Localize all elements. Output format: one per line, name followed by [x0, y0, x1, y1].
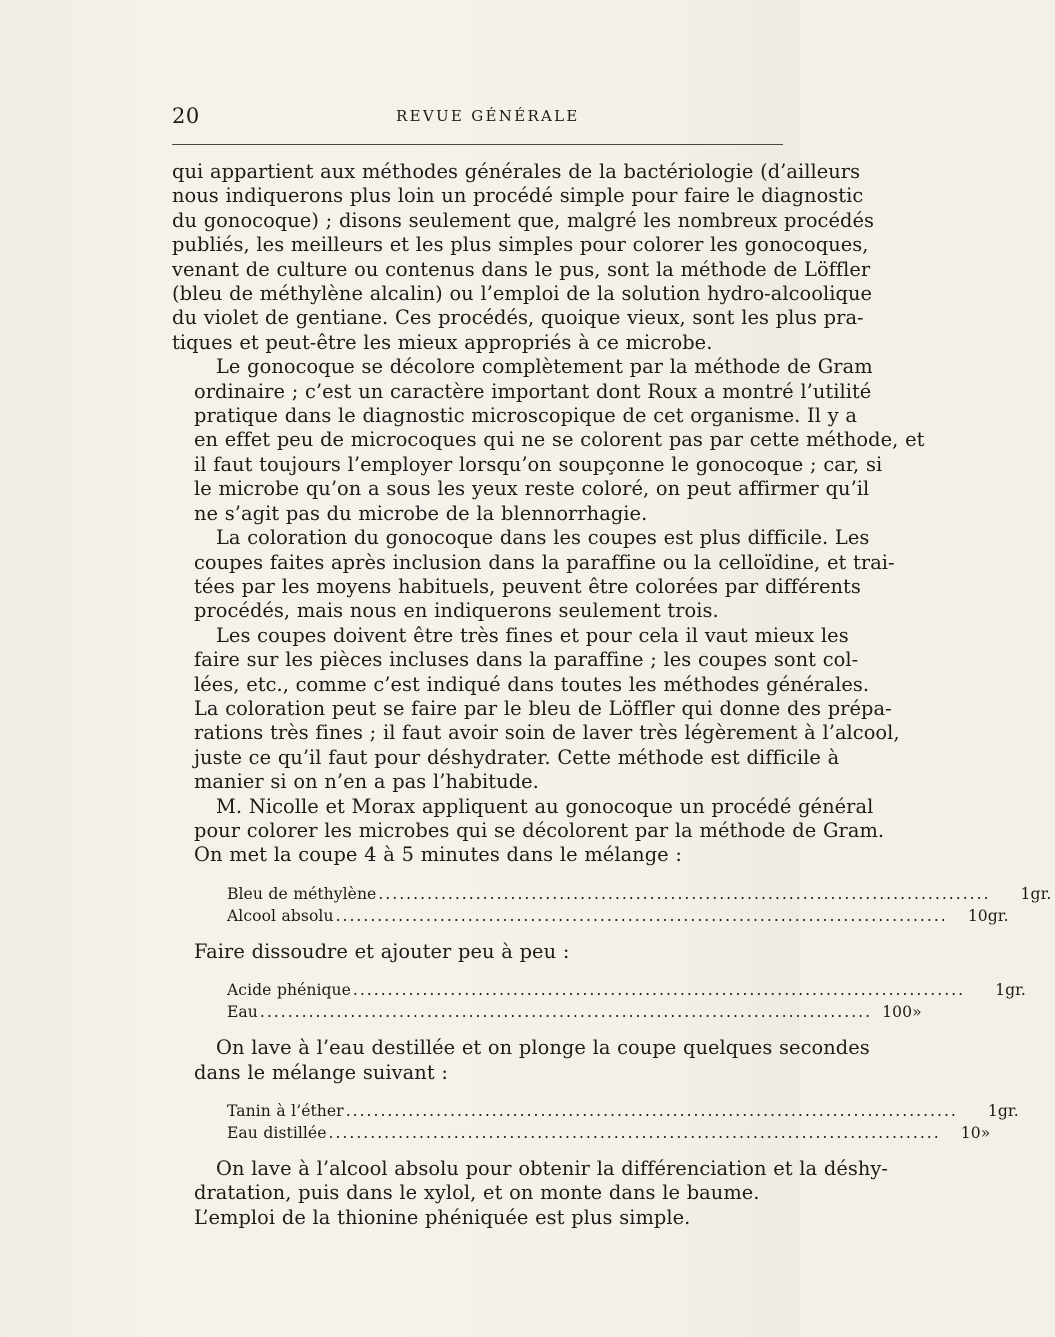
dot-leader: ........................................................................................ — [335, 906, 948, 925]
ingredient-name: Eau — [227, 1003, 258, 1022]
text-line: lées, etc., comme c’est indiqué dans toutes les méthodes générales. — [194, 672, 870, 696]
recipe-item — [227, 883, 1052, 905]
text-line: (bleu de méthylène alcalin) ou l’emploi de la solution hydro-alcoolique — [172, 282, 873, 306]
text-line: du gonocoque) ; disons seulement que, malgré les nombreux procédés — [172, 208, 874, 232]
ingredient-name: Acide phénique — [227, 981, 351, 1000]
ingredient-name: Tanin à l’éther — [227, 1102, 344, 1120]
ingredient-amount — [973, 979, 1029, 1001]
text-line: M. Nicolle et Morax appliquent au gonocoque un procédé général — [216, 794, 874, 818]
ingredient-quantity: 1 — [995, 981, 1006, 1000]
paragraph-differenciation — [172, 1157, 889, 1206]
ingredient-unit: gr. — [1030, 884, 1052, 903]
paragraph-lavage — [172, 1036, 870, 1085]
recipe-item — [227, 1122, 991, 1144]
header-rule — [172, 144, 783, 145]
ingredient-quantity: 10 — [967, 906, 988, 925]
ingredient-amount — [999, 883, 1055, 905]
recipe-item — [227, 905, 1009, 927]
page-number: 20 — [172, 104, 200, 128]
text-line: dratation, puis dans le xylol, et on monte dans le baume. — [194, 1181, 760, 1205]
ingredient-quantity: 10 — [960, 1124, 981, 1142]
dot-leader: ........................................................................................ — [352, 981, 966, 1000]
text-line: juste ce qu’il faut pour déshydrater. Cette méthode est difficile à — [194, 745, 840, 769]
text-line: tées par les moyens habituels, peuvent être colorées par différents — [194, 574, 861, 598]
ingredient-amount — [880, 1001, 936, 1023]
ingredient-quantity: 1 — [1020, 884, 1031, 903]
ingredient-quantity: 100 — [882, 1003, 913, 1022]
text-line: procédés, mais nous en indiquerons seulement trois. — [194, 599, 719, 623]
text-line: On met la coupe 4 à 5 minutes dans le mélange : — [194, 843, 683, 867]
ingredient-quantity: 1 — [987, 1102, 998, 1120]
text-line: coupes faites après inclusion dans la paraffine ou la celloïdine, et trai- — [194, 550, 895, 574]
text-line: faire sur les pièces incluses dans la paraffine ; les coupes sont col- — [194, 648, 859, 672]
text-line: La coloration peut se faire par le bleu de Löffler qui donne des prépa- — [194, 696, 892, 720]
ingredient-unit: » — [980, 1124, 991, 1142]
dot-leader: ........................................................................................ — [378, 884, 991, 903]
recipe-item — [227, 1001, 922, 1023]
paragraph-continuation — [172, 160, 874, 355]
paragraph-nicolle-morax — [172, 794, 885, 868]
text-line: ne s’agit pas du microbe de la blennorrhagie. — [194, 501, 648, 525]
recipe-list — [227, 1100, 1019, 1144]
dot-leader: ........................................................................................ — [259, 1003, 873, 1022]
recipe-list — [227, 979, 1026, 1023]
ingredient-amount — [966, 1100, 1022, 1122]
text-line: pour colorer les microbes qui se décolorent par la méthode de Gram. — [194, 818, 885, 842]
text-line: Les coupes doivent être très fines et pour cela il vaut mieux les — [216, 623, 849, 647]
text-line: La coloration du gonocoque dans les coupes est plus difficile. Les — [216, 526, 870, 550]
text-line: publiés, les meilleurs et les plus simples pour colorer les gonocoques, — [172, 233, 869, 257]
recipe-list — [227, 883, 1052, 927]
ingredient-unit: gr. — [997, 1102, 1019, 1120]
text-line: dans le mélange suivant : — [194, 1060, 448, 1084]
instruction-line: Faire dissoudre et ajouter peu à peu : — [194, 939, 570, 963]
text-line: qui appartient aux méthodes générales de la bactériologie (d’ailleurs — [172, 160, 861, 183]
paragraph-thionine: L’emploi de la thionine phéniquée est plus simple. — [194, 1205, 691, 1229]
dot-leader: ........................................................................................ — [345, 1102, 958, 1120]
text-line: tiques et peut-être les mieux appropriés à ce microbe. — [172, 330, 713, 354]
ingredient-unit: gr. — [1005, 981, 1026, 1000]
recipe-item — [227, 979, 1026, 1001]
running-title: REVUE GÉNÉRALE — [396, 107, 580, 125]
text-line: en effet peu de microcoques qui ne se colorent pas par cette méthode, et — [194, 428, 925, 452]
ingredient-name: Alcool absolu — [227, 906, 334, 925]
text-line: On lave à l’alcool absolu pour obtenir la différenciation et la déshy- — [216, 1157, 889, 1180]
text-line: Le gonocoque se décolore complètement par la méthode de Gram — [216, 355, 873, 379]
paragraph-coupes-coloration — [172, 526, 895, 624]
ingredient-name: Bleu de méthylène — [227, 884, 377, 903]
paragraph-gram — [172, 355, 925, 526]
paragraph-coupes-fines — [172, 623, 900, 795]
ingredient-unit: » — [912, 1003, 922, 1022]
ingredient-name: Eau distillée — [227, 1124, 327, 1142]
text-line: nous indiquerons plus loin un procédé simple pour faire le diagnostic — [172, 184, 864, 208]
ingredient-amount — [956, 905, 1012, 927]
ingredient-unit: gr. — [987, 906, 1009, 925]
text-line: manier si on n’en a pas l’habitude. — [194, 770, 539, 794]
text-line: rations très fines ; il faut avoir soin de laver très légèrement à l’alcool, — [194, 721, 900, 745]
dot-leader: ........................................................................................ — [328, 1124, 941, 1142]
text-line: ordinaire ; c’est un caractère important dont Roux a montré l’utilité — [194, 379, 872, 403]
text-line: venant de culture ou contenus dans le pus, sont la méthode de Löffler — [172, 257, 871, 281]
page-body — [172, 160, 1052, 1230]
text-line: pratique dans le diagnostic microscopique de cet organisme. Il y a — [194, 404, 858, 428]
text-line: On lave à l’eau destillée et on plonge la coupe quelques secondes — [216, 1036, 870, 1060]
text-line: il faut toujours l’employer lorsqu’on soupçonne le gonocoque ; car, si — [194, 452, 883, 476]
recipe-item — [227, 1100, 1019, 1122]
running-head — [172, 104, 783, 132]
text-line: du violet de gentiane. Ces procédés, quoique vieux, sont les plus pra- — [172, 306, 864, 330]
text-line: le microbe qu’on a sous les yeux reste coloré, on peut affirmer qu’il — [194, 477, 870, 501]
ingredient-amount — [949, 1122, 1005, 1144]
